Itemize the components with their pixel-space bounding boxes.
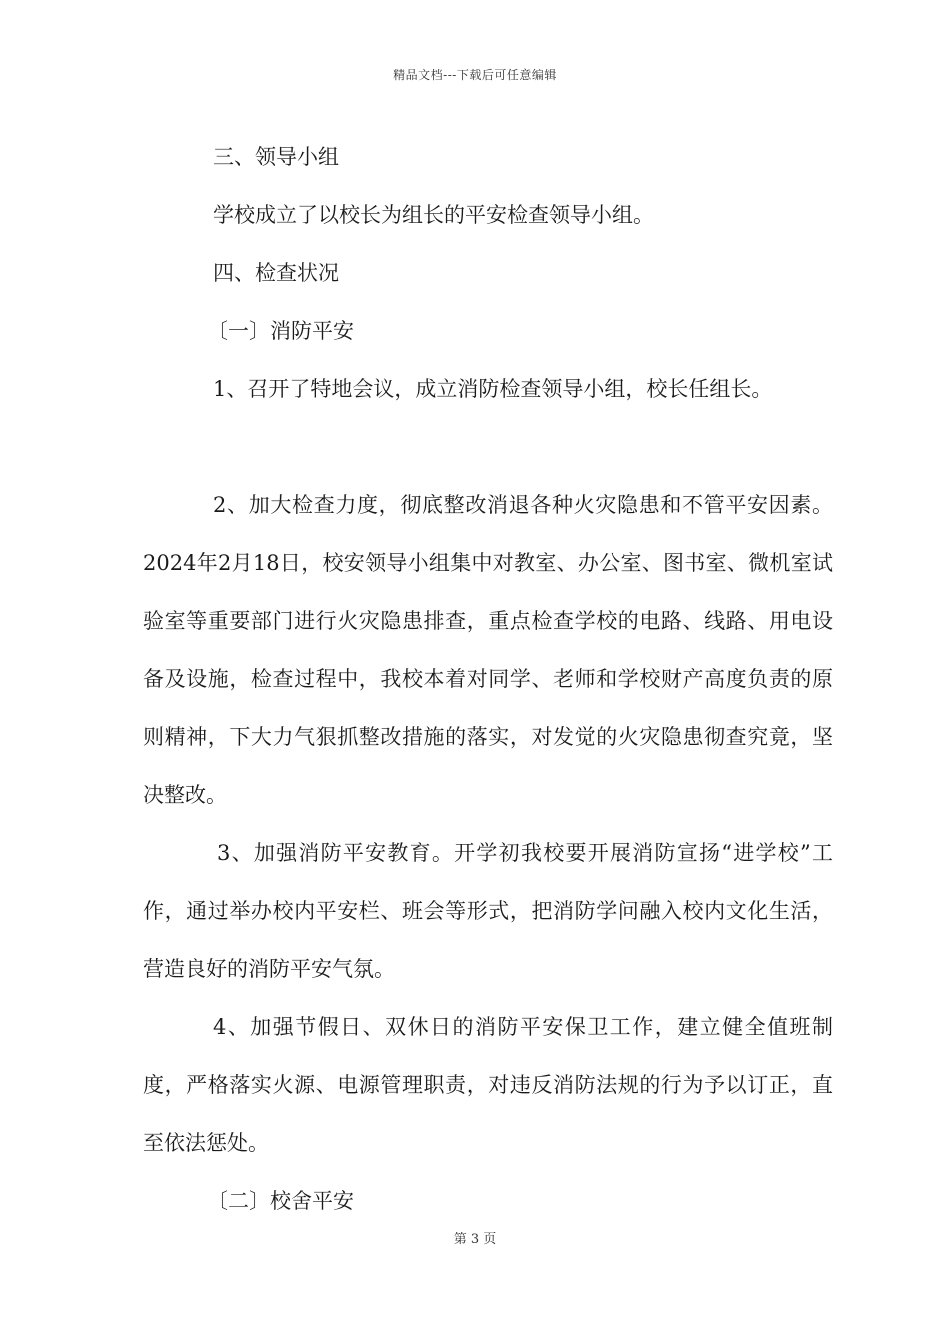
section-3-heading: 三、领导小组 (213, 145, 339, 169)
item-1-paragraph: 1、召开了特地会议，成立消防检查领导小组，校长任组长。 (213, 377, 773, 401)
paragraph-gap (143, 418, 833, 476)
subsection-1-heading: 〔一〕消防平安 (207, 319, 354, 343)
page-number: 第 3 页 (453, 1232, 497, 1247)
item-3-paragraph: 3、加强消防平安教育。开学初我校要开展消防宣扬“进学校”工作，通过举办校内平安栏、班会等形式，把消防学问融入校内文化生活，营造良好的消防平安气氛。 (143, 841, 833, 981)
page-header: 精品文档---下载后可任意编辑 (393, 68, 557, 82)
section-3-text: 学校成立了以校长为组长的平安检查领导小组。 (213, 203, 654, 227)
item-2-paragraph: 2、加大检查力度，彻底整改消退各种火灾隐患和不管平安因素。2024年2月18日，校安领导小组集中对教室、办公室、图书室、微机室试验室等重要部门进行火灾隐患排查，重点检查学校的电路、线路、用电设备及设施，检查过程中，我校本着对同学、老师和学校财产高度负责的原则精神，下大力气狠抓整改措施的落实，对发觉的火灾隐患彻查究竟，坚决整改。 (143, 493, 833, 807)
subsection-2-heading: 〔二〕校舍平安 (207, 1189, 354, 1213)
section-4-heading: 四、检查状况 (213, 261, 339, 285)
document-body (143, 128, 833, 1230)
item-4-paragraph: 4、加强节假日、双休日的消防平安保卫工作，建立健全值班制度，严格落实火源、电源管理职责，对违反消防法规的行为予以订正，直至依法惩处。 (143, 1015, 833, 1155)
